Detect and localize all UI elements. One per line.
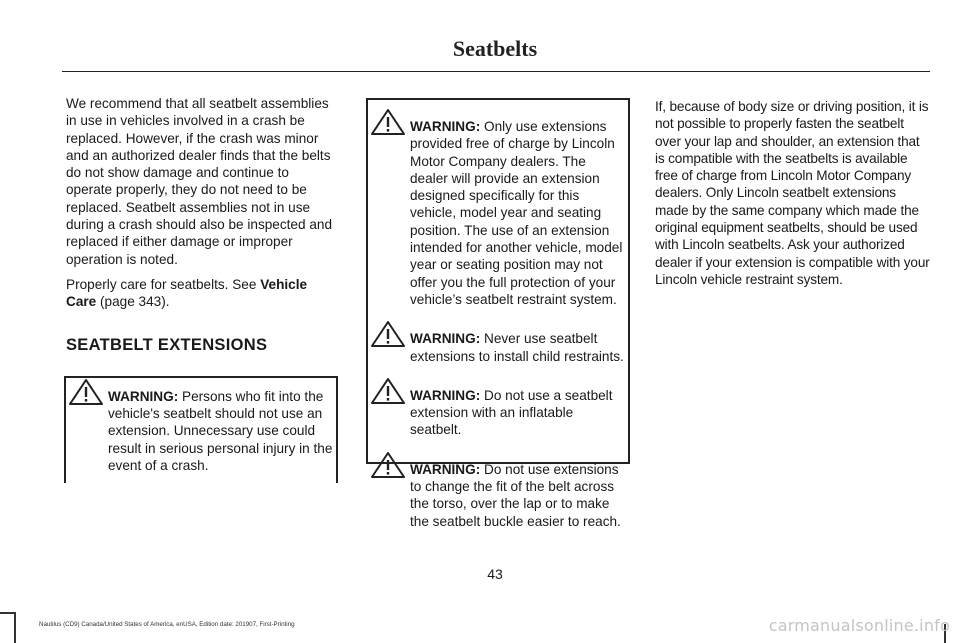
warning-only-use — [370, 106, 626, 308]
warning-child-restraints — [370, 318, 626, 365]
warning-persons — [68, 388, 334, 474]
warning-label: WARNING: — [108, 388, 179, 404]
warning-text: Never use seatbelt extensions to install child restraints. — [410, 331, 624, 364]
page-number: 43 — [487, 566, 503, 582]
watermark: carmanualsonline.info — [768, 616, 950, 635]
column-middle — [368, 98, 630, 529]
warning-triangle-icon — [68, 378, 104, 406]
care-suffix: (page 343). — [96, 294, 170, 310]
warning-box-middle — [366, 98, 630, 529]
page-title: Seatbelts — [452, 36, 538, 61]
vehicle-care-link[interactable]: Vehicle Care — [66, 276, 308, 310]
warning-triangle-icon — [370, 377, 406, 405]
header-rule — [62, 71, 930, 72]
edition-footer: Nautilus (CD9) Canada/United States of America, enUSA, Edition date: 201907, First-Printing — [39, 621, 295, 628]
crop-mark — [0, 612, 14, 614]
column-left — [66, 95, 338, 483]
warning-label: WARNING: — [410, 331, 481, 347]
warning-text: Only use extensions provided free of charge by Lincoln Motor Company dealers. The dealer will provide an extension designed specifically for this vehicle, model year and seating position. The use of an extension intended for another vehicle, model year or seating position may not offer you the full protection of your vehicle’s seatbelt restraint system. — [410, 119, 623, 307]
warning-inflatable — [370, 375, 626, 439]
warning-box-left — [64, 376, 338, 483]
warning-label: WARNING: — [410, 387, 481, 403]
warning-label: WARNING: — [410, 119, 481, 134]
paragraph-care — [66, 276, 338, 311]
warning-text: Do not use extensions to change the fit of the belt across the torso, over the lap or to make the seatbelt buckle easier to reach. — [410, 461, 621, 529]
care-prefix: Properly care for seatbelts. See — [66, 276, 261, 292]
warning-triangle-icon — [370, 451, 406, 479]
crop-mark — [14, 612, 16, 643]
warning-text: Persons who fit into the vehicle's seatbelt should not use an extension. Unnecessary use could result in serious personal injury in the event of a crash. — [108, 388, 333, 474]
warning-fit — [370, 449, 626, 530]
warning-triangle-icon — [370, 320, 406, 348]
paragraph-replacement: We recommend that all seatbelt assemblies in use in vehicles involved in a crash be replaced. However, if the crash was minor and an authorized dealer finds that the belts do not show damage and continue to operate properly, they do not need to be replaced. Seatbelt assemblies not in use during a crash should also be inspected and replaced if either damage or improper operation is noted. — [66, 96, 333, 267]
warning-text: Do not use a seatbelt extension with an inflatable seatbelt. — [410, 387, 613, 438]
warning-label: WARNING: — [410, 461, 481, 477]
column-right — [655, 98, 930, 296]
warning-triangle-icon — [370, 108, 406, 136]
section-heading: SEATBELT EXTENSIONS — [66, 335, 268, 354]
paragraph-extension-info: If, because of body size or driving position, it is not possible to properly fasten the seatbelt over your lap and shoulder, an extension that is compatible with the seatbelts is available free of charge from Lincoln Motor Company dealers. Only Lincoln seatbelt extensions made by the same company which made the original equipment seatbelts, should be used with Lincoln seatbelts. Ask your authorized dealer if your extension is compatible with your Lincoln vehicle restraint system. — [655, 99, 930, 287]
